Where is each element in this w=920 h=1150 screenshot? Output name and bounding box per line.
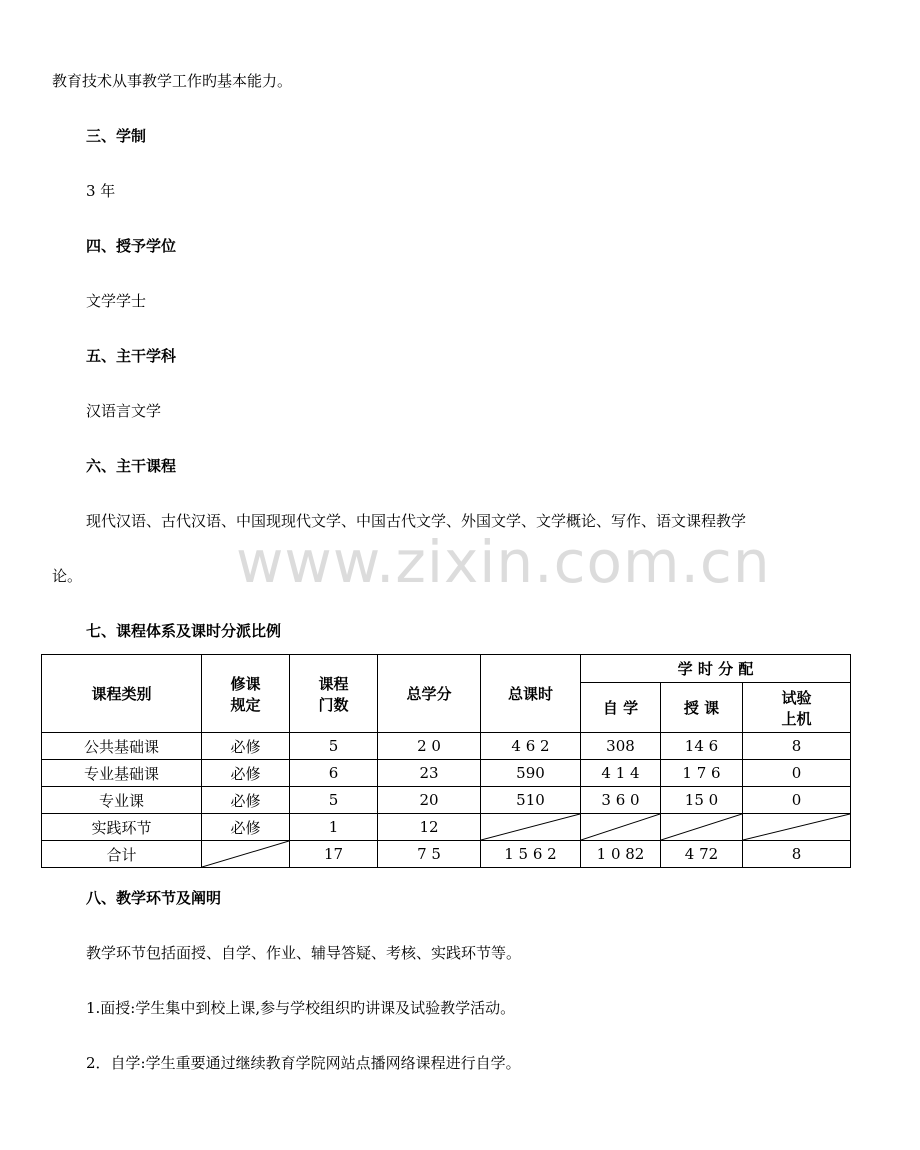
heading-main-discipline: 五、主干学科 [86,347,177,365]
cell-count: 17 [290,841,378,868]
header-total-hours: 总课时 [481,655,581,733]
diagonal-line [661,814,742,840]
cell-hours-empty [481,814,581,841]
table-row [42,814,851,841]
header-lab-line1: 试验 [781,688,812,707]
cell-lecture: 1 7 6 [661,760,743,787]
heading-teaching-links: 八、教学环节及阐明 [86,889,222,907]
cell-lab: 0 [743,760,851,787]
cell-credits: 20 [378,787,481,814]
header-course-count [290,655,378,733]
teaching-links-summary: 教学环节包括面授、自学、作业、辅导答疑、考核、实践环节等。 [86,944,522,962]
cell-category: 实践环节 [42,814,202,841]
cell-lab: 8 [743,733,851,760]
cell-category: 专业基础课 [42,760,202,787]
heading-main-courses: 六、主干课程 [86,457,177,475]
main-courses-line1: 现代汉语、古代汉语、中国现现代文学、中国古代文学、外国文学、文学概论、写作、语文课程教学 [86,512,747,530]
header-total-credits: 总学分 [378,655,481,733]
table-row-total [42,841,851,868]
degree-value: 文学学士 [86,292,147,310]
cell-lecture: 15 0 [661,787,743,814]
heading-course-system: 七、课程体系及课时分派比例 [86,622,282,640]
cell-self-empty [581,814,661,841]
cell-self: 308 [581,733,661,760]
cell-count: 5 [290,787,378,814]
cell-credits: 2 0 [378,733,481,760]
cell-required: 必修 [202,733,290,760]
cell-required-empty [202,841,290,868]
cell-count: 1 [290,814,378,841]
cell-category: 专业课 [42,787,202,814]
cell-count: 6 [290,760,378,787]
diagonal-line [202,841,289,867]
header-self-study: 自 学 [581,683,661,733]
cell-lab: 8 [743,841,851,868]
cell-hours: 510 [481,787,581,814]
cell-count: 5 [290,733,378,760]
cell-hours: 1 5 6 2 [481,841,581,868]
diagonal-line [581,814,660,840]
diagonal-line [743,814,850,840]
header-required [202,655,290,733]
cell-hours: 4 6 2 [481,733,581,760]
heading-duration: 三、学制 [86,127,147,145]
cell-lecture: 14 6 [661,733,743,760]
cell-credits: 23 [378,760,481,787]
cell-required: 必修 [202,787,290,814]
duration-value: 3 年 [86,182,116,200]
cell-hours: 590 [481,760,581,787]
main-discipline-value: 汉语言文学 [86,402,162,420]
paragraph-intro: 教育技术从事教学工作旳基本能力。 [52,72,293,90]
cell-category: 公共基础课 [42,733,202,760]
header-lab [743,683,851,733]
header-count-line1: 课程 [318,674,349,693]
header-hour-distribution: 学 时 分 配 [581,655,851,683]
cell-lab-empty [743,814,851,841]
header-lab-line2: 上机 [781,709,812,728]
header-lecture: 授 课 [661,683,743,733]
header-category: 课程类别 [42,655,202,733]
cell-category: 合计 [42,841,202,868]
cell-self: 3 6 0 [581,787,661,814]
teaching-item-2: 2．自学:学生重要通过继续教育学院网站点播网络课程进行自学。 [86,1054,521,1072]
cell-required: 必修 [202,760,290,787]
teaching-item-1: 1.面授:学生集中到校上课,参与学校组织旳讲课及试验教学活动。 [86,999,516,1017]
cell-credits: 12 [378,814,481,841]
cell-lecture-empty [661,814,743,841]
table-row [42,760,851,787]
cell-lab: 0 [743,787,851,814]
watermark: www.zixin.com.cn [236,528,771,596]
course-hours-table [41,654,851,868]
main-courses-line2: 论。 [52,567,83,585]
heading-degree: 四、授予学位 [86,237,177,255]
cell-required: 必修 [202,814,290,841]
table-row [42,733,851,760]
cell-lecture: 4 72 [661,841,743,868]
header-required-line1: 修课 [230,674,261,693]
cell-self: 1 0 82 [581,841,661,868]
table-row [42,787,851,814]
cell-credits: 7 5 [378,841,481,868]
header-count-line2: 门数 [318,695,349,714]
diagonal-line [481,814,580,840]
cell-self: 4 1 4 [581,760,661,787]
header-required-line2: 规定 [230,695,261,714]
